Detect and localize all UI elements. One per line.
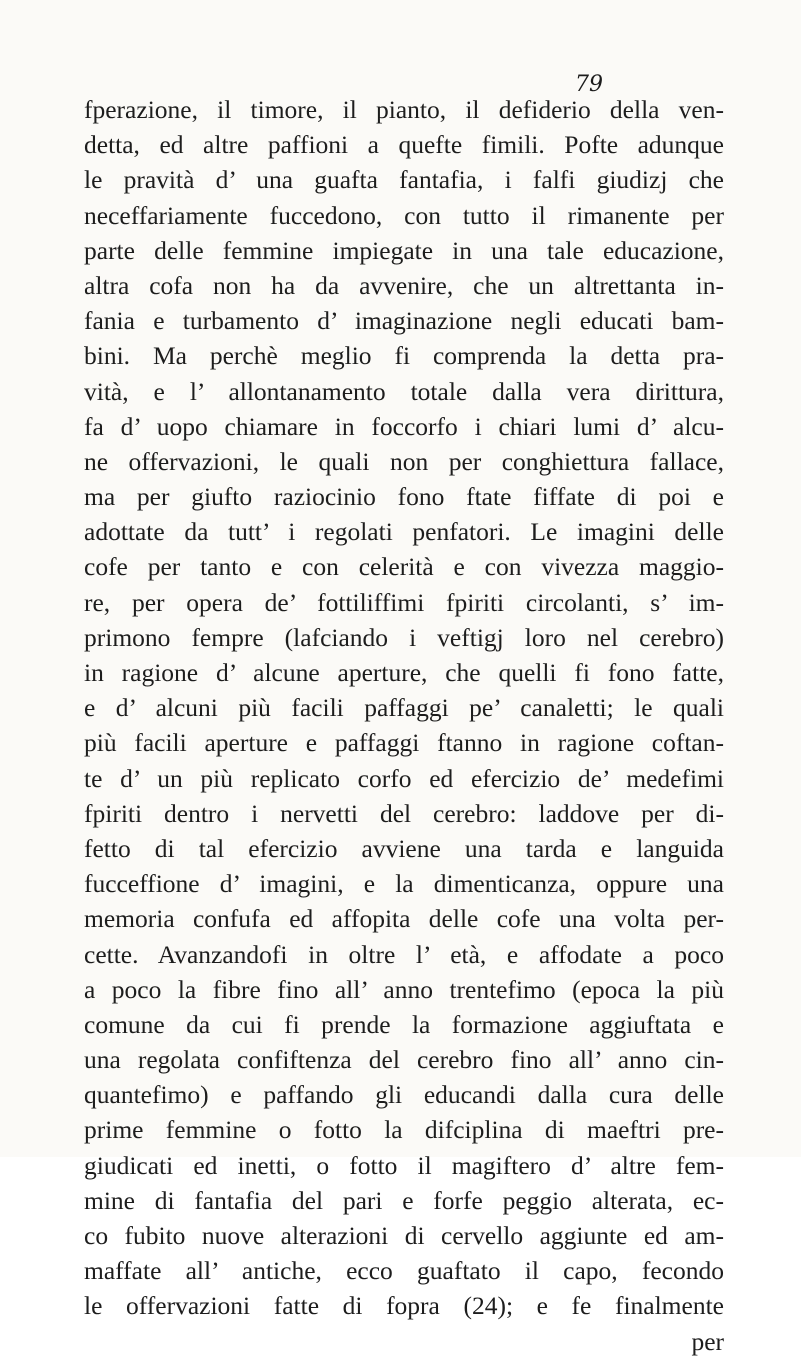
text-line: quantefimo) e paffando gli educandi dalla cura delle xyxy=(84,1080,724,1110)
text-line: ne offervazioni, le quali non per conghiettura fallace, xyxy=(84,446,724,476)
text-line: mine di fantafia del pari e forfe peggio alterata, ec- xyxy=(84,1185,724,1215)
text-line: detta, ed altre paffioni a quefte fimili. Pofte adunque xyxy=(84,130,724,160)
text-line: adottate da tutt’ i regolati penfatori. Le imagini delle xyxy=(84,517,724,547)
text-line: maffate all’ antiche, ecco guaftato il capo, fecondo xyxy=(84,1256,724,1286)
text-line: fa d’ uopo chiamare in foccorfo i chiari lumi d’ alcu- xyxy=(84,411,724,441)
text-line: re, per opera de’ fottiliffimi fpiriti circolanti, s’ im- xyxy=(84,587,724,617)
text-line: più facili aperture e paffaggi ftanno in ragione coftan- xyxy=(84,728,724,758)
text-line: le pravità d’ una guafta fantafia, i falfi giudizj che xyxy=(84,165,724,195)
text-line: le offervazioni fatte di fopra (24); e fe finalmente xyxy=(84,1291,724,1321)
text-line: bini. Ma perchè meglio fi comprenda la detta pra- xyxy=(84,341,724,371)
text-line: in ragione d’ alcune aperture, che quelli fi fono fatte, xyxy=(84,658,724,687)
text-line: giudicati ed inetti, o fotto il magiftero d’ altre fem- xyxy=(84,1150,724,1180)
page-number: 79 xyxy=(575,72,603,97)
text-line: a poco la fibre fino all’ anno trentefimo (epoca la più xyxy=(84,974,724,1004)
text-line: fania e turbamento d’ imaginazione negli educati bam- xyxy=(84,306,724,336)
text-line: co fubito nuove alterazioni di cervello aggiunte ed am- xyxy=(84,1221,724,1250)
text-line: memoria confufa ed affopita delle cofe una volta per- xyxy=(84,904,724,934)
text-line: altra cofa non ha da avvenire, che un altrettanta in- xyxy=(84,270,724,300)
text-line: fucceffione d’ imagini, e la dimenticanza, oppure una xyxy=(84,869,724,899)
text-line: primono fempre (lafciando i veftigj loro nel cerebro) xyxy=(84,622,724,652)
body-text xyxy=(84,92,724,1359)
text-line: prime femmine o fotto la difciplina di maeftri pre- xyxy=(84,1115,724,1145)
text-line: vità, e l’ allontanamento totale dalla vera dirittura, xyxy=(84,376,724,406)
text-line: comune da cui fi prende la formazione aggiuftata e xyxy=(84,1009,724,1039)
text-line: parte delle femmine impiegate in una tale educazione, xyxy=(84,235,724,265)
catchword: per xyxy=(691,1326,724,1356)
text-line: te d’ un più replicato corfo ed efercizio de’ medefimi xyxy=(84,763,724,793)
text-line: fperazione, il timore, il pianto, il defiderio della ven- xyxy=(84,95,724,124)
text-line: una regolata confiftenza del cerebro fino all’ anno cin- xyxy=(84,1045,724,1075)
text-line: fetto di tal efercizio avviene una tarda e languida xyxy=(84,833,724,863)
text-line: fpiriti dentro i nervetti del cerebro: laddove per di- xyxy=(84,798,724,828)
text-line: neceffariamente fuccedono, con tutto il rimanente per xyxy=(84,200,724,230)
text-line: ma per giufto raziocinio fono ftate fiffate di poi e xyxy=(84,482,724,512)
text-line: cofe per tanto e con celerità e con vivezza maggio- xyxy=(84,552,724,582)
text-line: cette. Avanzandofi in oltre l’ età, e affodate a poco xyxy=(84,939,724,969)
text-line: e d’ alcuni più facili paffaggi pe’ canaletti; le quali xyxy=(84,693,724,723)
